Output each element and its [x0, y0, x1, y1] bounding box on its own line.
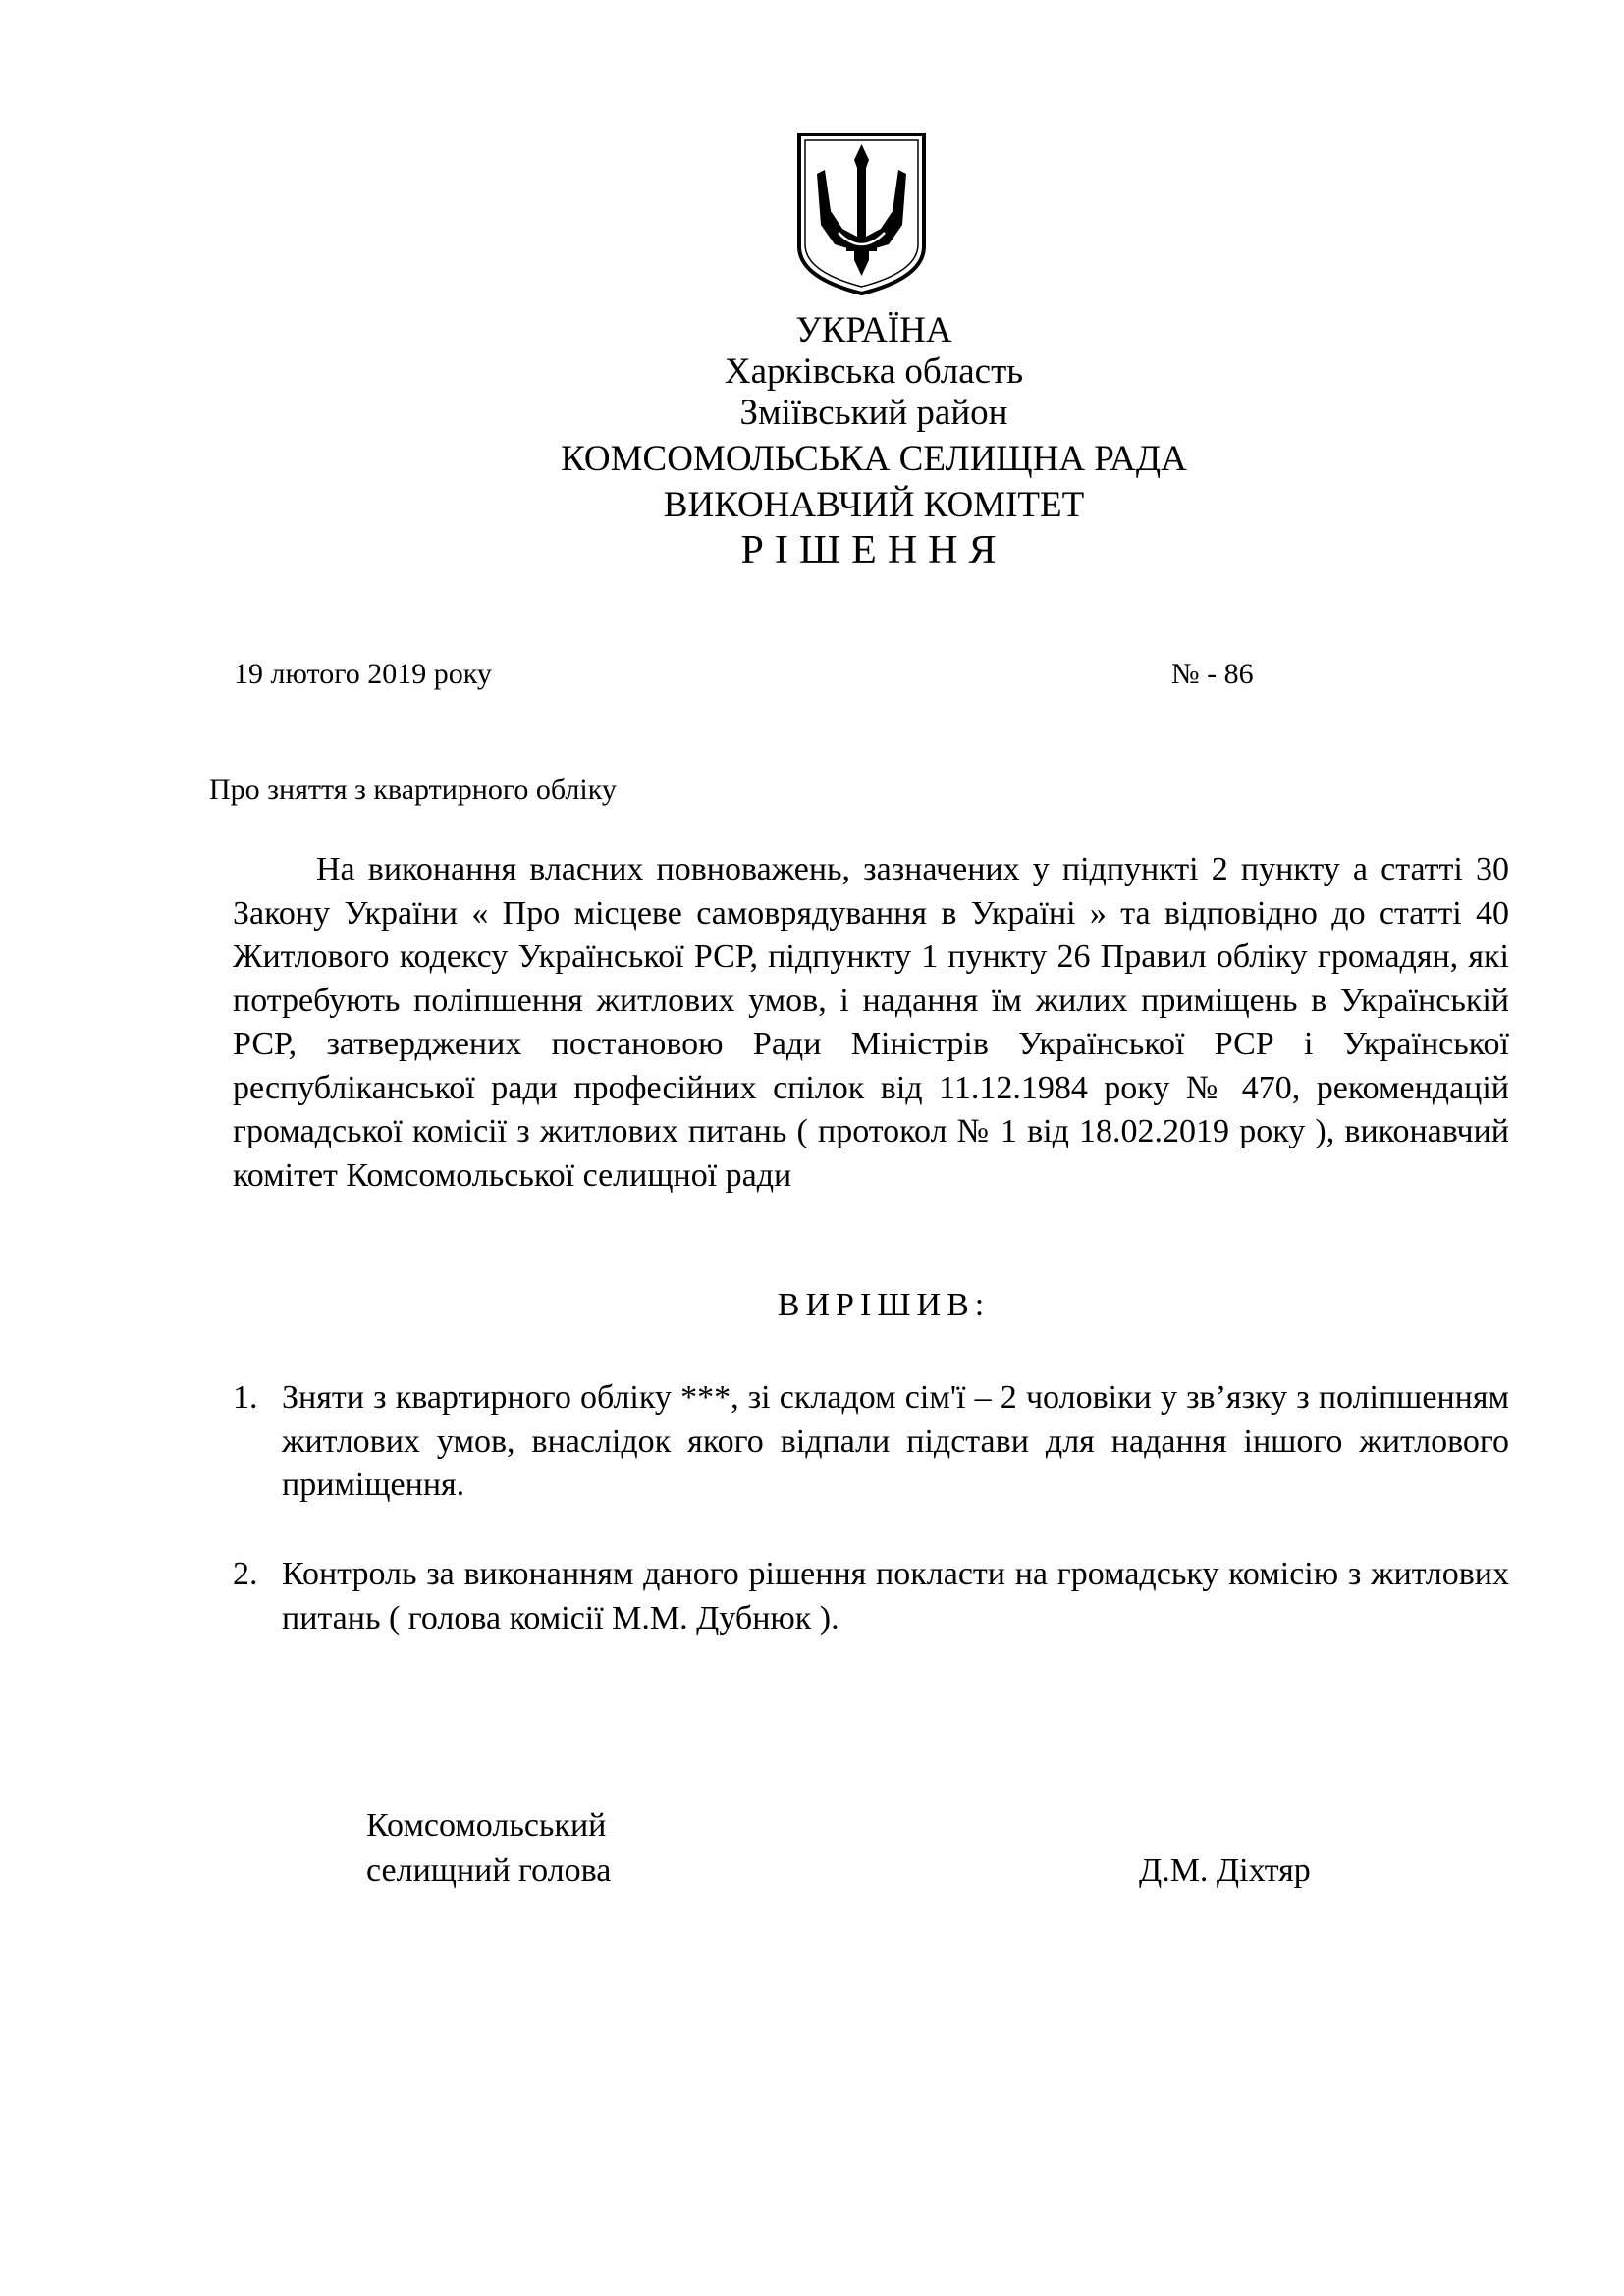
resolved-heading: ВИРІШИВ:	[777, 1287, 991, 1323]
document-number: № - 86	[1171, 658, 1254, 690]
header-oblast: Харківська область	[724, 351, 1024, 392]
signatory-position-line-2: селищний голова	[366, 1852, 612, 1889]
preamble-paragraph: На виконання власних повноважень, зазначених у підпункті 2 пункту а статті 30 Закону України « Про місцеве самоврядування в Україні » та відповідно до статті 40 Житлового кодексу Української РСР, підпункту 1 пункту 26 Правил обліку громадян, які потребують поліпшення житлових умов, і надання їм жилих приміщень в Українській РСР, затверджених постановою Ради Міністрів Української РСР і Української республіканської ради професійних спілок від 11.12.1984 року № 470, рекомендацій громадської комісії з житлових питань ( протокол № 1 від 18.02.2019 року ), виконавчий комітет Комсомольської селищної ради	[233, 851, 1509, 1194]
document-subject: Про зняття з квартирного обліку	[209, 774, 617, 806]
document-date: 19 лютого 2019 року	[234, 658, 492, 690]
item-number: 2.	[233, 1556, 258, 1592]
item-text: Контроль за виконанням даного рішення покласти на громадську комісію з житлових питань ( голова комісії М.М. Дубнюк ).	[282, 1556, 1509, 1636]
signatory-position-line-1: Комсомольський	[366, 1807, 607, 1843]
header-council: КОМСОМОЛЬСЬКА СЕЛИЩНА РАДА	[561, 439, 1187, 479]
coat-of-arms-icon	[795, 131, 928, 297]
resolution-item	[233, 1376, 1509, 1508]
header-raion: Зміївський район	[739, 393, 1008, 433]
document-title: РІШЕННЯ	[740, 528, 1007, 573]
item-number: 1.	[233, 1379, 258, 1415]
signatory-name: Д.М. Діхтяр	[1139, 1852, 1311, 1889]
item-text: Зняти з квартирного обліку ***, зі складом сім'ї – 2 чоловіки у зв’язку з поліпшенням житлових умов, внаслідок якого відпали підстави для надання іншого житлового приміщення.	[282, 1379, 1509, 1503]
header-executive-committee: ВИКОНАВЧИЙ КОМІТЕТ	[663, 485, 1085, 525]
resolution-item	[233, 1553, 1509, 1640]
header-country: УКРАЇНА	[795, 310, 952, 350]
